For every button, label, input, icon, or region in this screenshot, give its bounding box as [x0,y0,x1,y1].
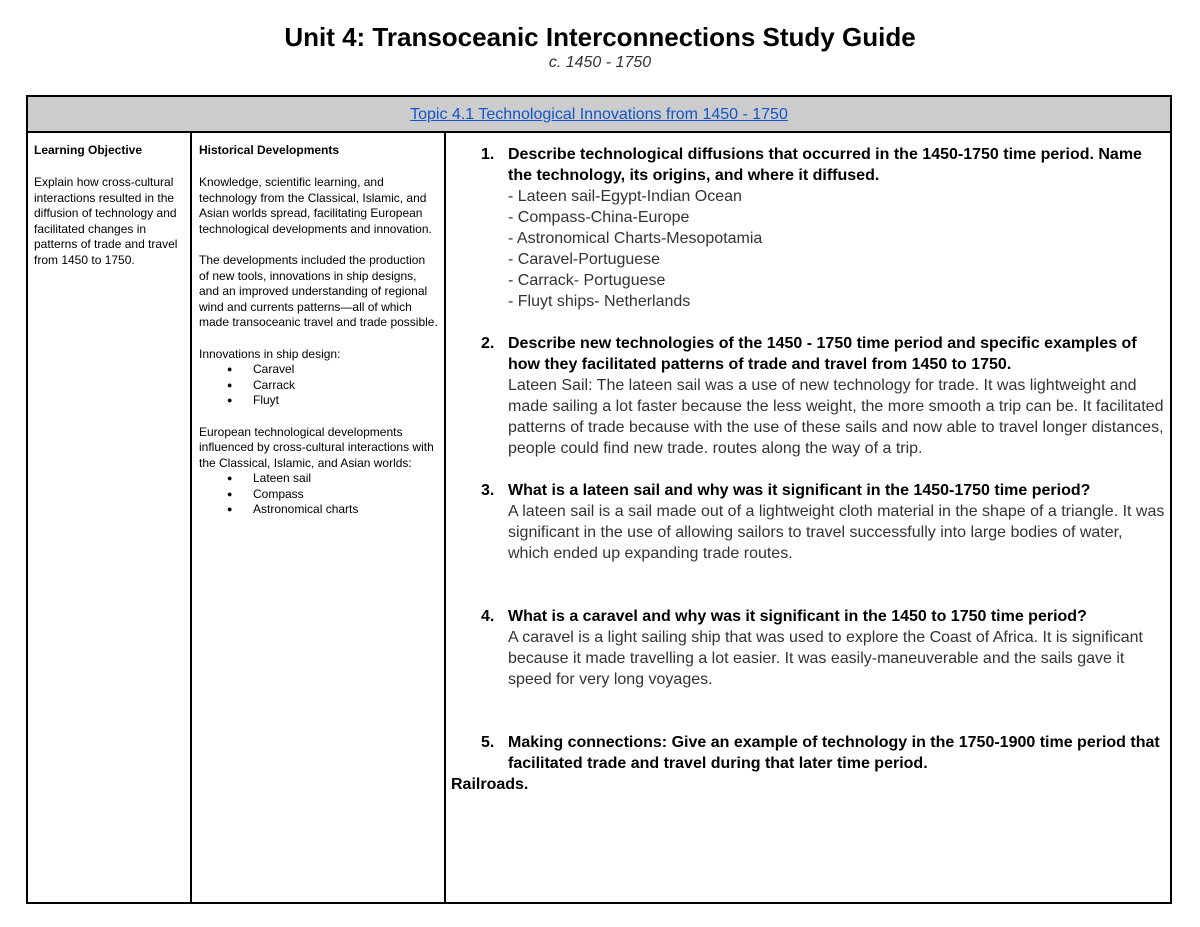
european-developments-intro: European technological developments influenced by cross-cultural interactions with the Classical, Islamic, and Asian worlds: [199,424,434,470]
question-answer: A lateen sail is a sail made out of a lightweight cloth material in the shape of a triangle. It was significant in the use of allowing sailors to travel successfully into large bodies of water, which ended up expanding trade routes. [508,503,1165,562]
document-title: Unit 4: Transoceanic Interconnections Study Guide [284,22,916,52]
question-prompt: Making connections: Give an example of technology in the 1750-1900 time period that facilitated trade and travel during that later time period. [508,734,1160,772]
learning-objective-column [28,133,192,902]
ship-design-list [199,362,438,409]
historical-developments-heading: Historical Developments [199,143,340,157]
question-answer: Railroads. [451,776,529,793]
question-number: 2. [481,335,495,352]
questions-column [446,133,1170,902]
answer-line: - Compass-China-Europe [508,209,690,226]
question-prompt: Describe new technologies of the 1450 - 1750 time period and specific examples of how they facilitated patterns of trade and travel from 1450 to 1750. [508,335,1137,373]
learning-objective-heading: Learning Objective [34,143,143,157]
question-number: 5. [481,734,495,751]
question-prompt: What is a lateen sail and why was it significant in the 1450-1750 time period? [508,482,1091,499]
question-number: 1. [481,146,495,163]
historical-developments-column [192,133,446,902]
answer-line: - Carrack- Portuguese [508,272,666,289]
question-1 [451,144,1166,312]
question-number: 3. [481,482,495,499]
answer-line: - Fluyt ships- Netherlands [508,293,691,310]
answer-line: - Caravel-Portuguese [508,251,661,268]
list-item: ● Caravel [227,362,438,378]
document-subtitle: c. 1450 - 1750 [548,54,652,71]
study-guide-table [26,95,1172,904]
list-item: ● Astronomical charts [227,502,438,518]
learning-objective-text: Explain how cross-cultural interactions resulted in the diffusion of technology and facilitated changes in patterns of trade and travel from 1450 to 1750. [34,175,178,267]
hd-paragraph-1: Knowledge, scientific learning, and technology from the Classical, Islamic, and Asian worlds spread, facilitating European technological developments and innovation. [199,175,432,236]
document-header [0,22,1200,73]
question-number: 4. [481,608,495,625]
list-item: ● Fluyt [227,393,438,409]
hd-paragraph-2: The developments included the production of new tools, innovations in ship designs, and an improved understanding of regional wind and currents patterns—all of which made transoceanic travel and trade possible. [199,252,438,330]
list-item: ● Compass [227,487,438,503]
question-prompt: Describe technological diffusions that occurred in the 1450-1750 time period. Name the technology, its origins, and where it diffused. [508,146,1142,184]
question-3 [451,480,1166,564]
answer-line: - Astronomical Charts-Mesopotamia [508,230,763,247]
question-5 [451,732,1166,774]
ship-design-intro: Innovations in ship design: [199,346,341,361]
question-answer: Lateen Sail: The lateen sail was a use of new technology for trade. It was lightweight and made sailing a lot faster because the less weight, the more smooth a trip can be. It facilitated patterns of trade because with the use of these sails and now able to travel longer distances, people could find new trade. routes along the way of a trip. [508,377,1164,457]
question-2 [451,333,1166,459]
topic-header-bar [28,97,1170,133]
question-answer: A caravel is a light sailing ship that was used to explore the Coast of Africa. It is significant because it made travelling a lot easier. It was easily-maneuverable and the sails gave it speed for very long voyages. [508,629,1143,688]
question-prompt: What is a caravel and why was it significant in the 1450 to 1750 time period? [508,608,1087,625]
question-4 [451,606,1166,690]
list-item: ● Lateen sail [227,471,438,487]
answer-line: - Lateen sail-Egypt-Indian Ocean [508,188,742,205]
list-item: ● Carrack [227,378,438,394]
topic-link[interactable]: Topic 4.1 Technological Innovations from 1450 - 1750 [410,106,788,123]
european-developments-list [199,471,438,518]
